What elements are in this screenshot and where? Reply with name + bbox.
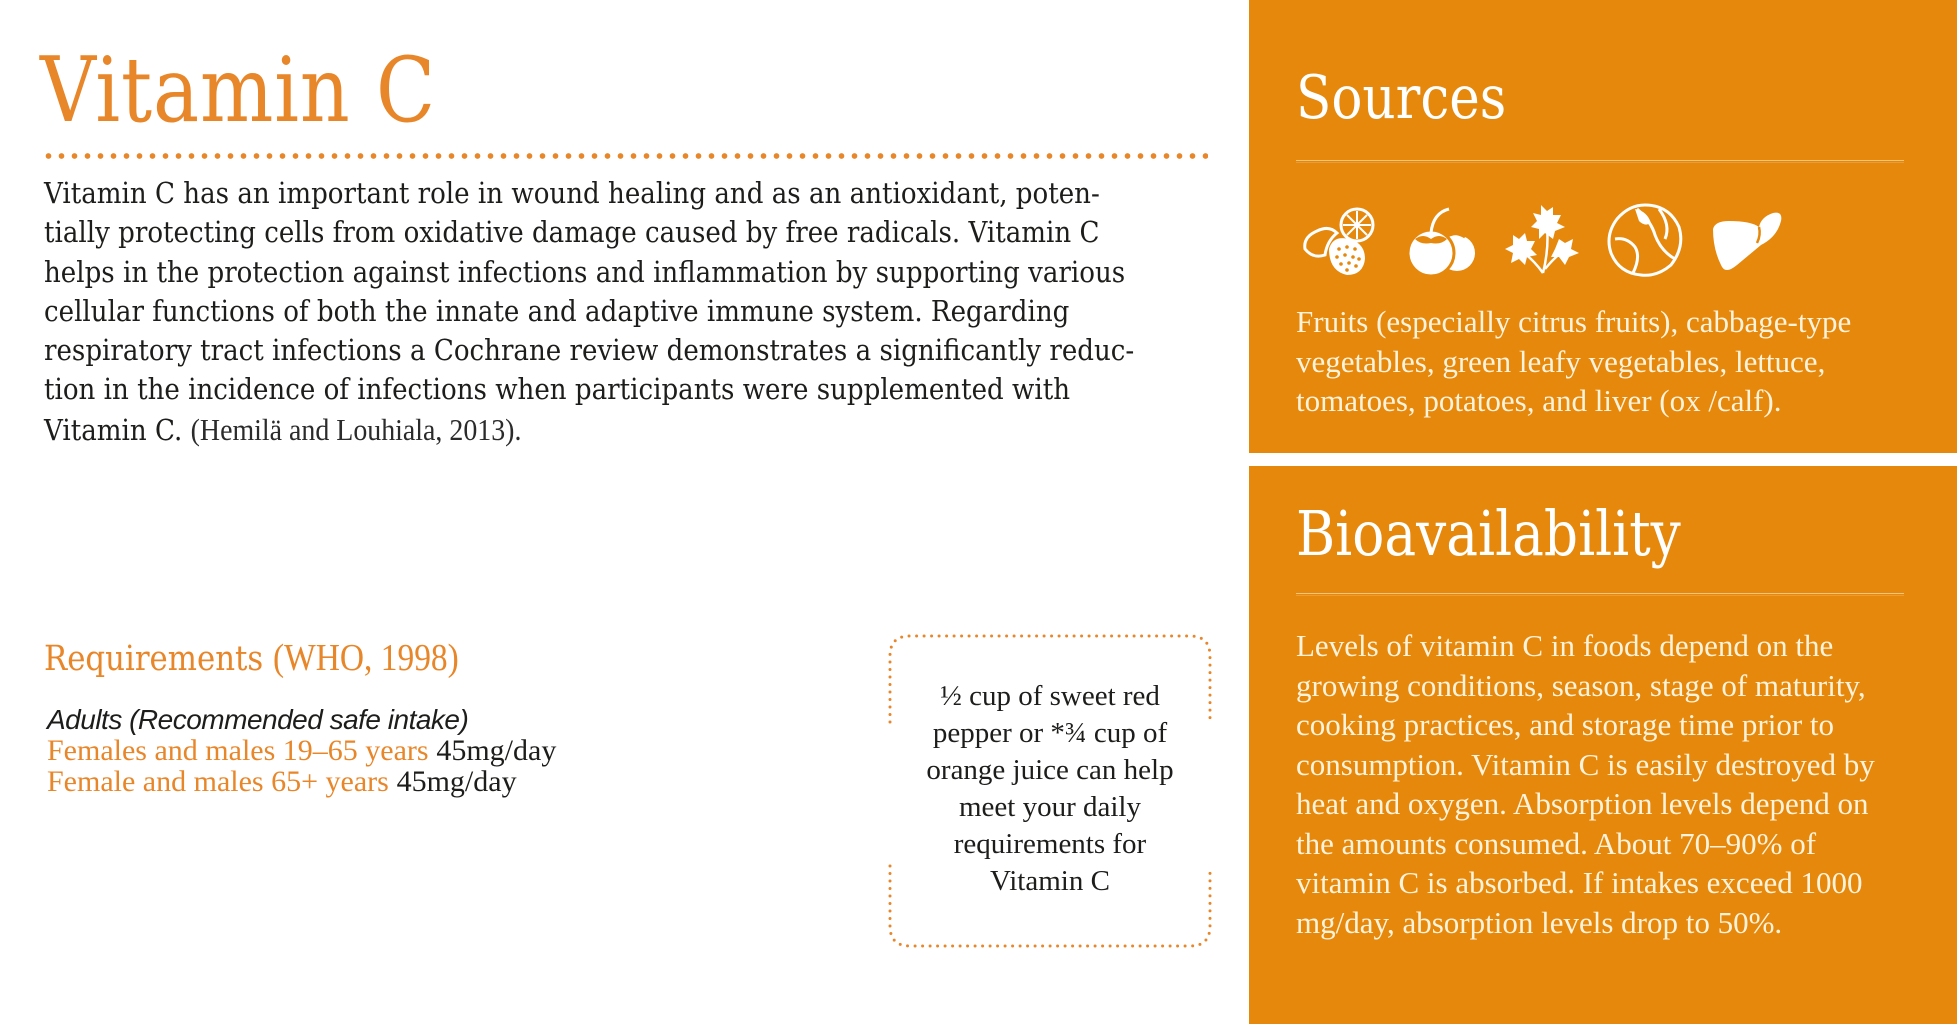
bioavailability-line: cooking practices, and storage time prior to [1296, 707, 1835, 742]
requirement-group: Female and males 65+ years [47, 765, 389, 798]
sources-divider [1296, 160, 1904, 161]
intro-last-line [44, 410, 1142, 450]
bioavailability-line: the amounts consumed. About 70–90% of [1296, 825, 1817, 861]
intro-line: tially protecting cells from oxidative damage caused by free radicals. Vitamin C [44, 215, 1100, 250]
sources-line: tomatoes, potatoes, and liver (ox /calf). [1296, 383, 1782, 418]
sources-line: vegetables, green leafy vegetables, lettuce, [1296, 343, 1826, 379]
sources-title: Sources [1296, 63, 1507, 133]
daily-tip-callout [888, 634, 1212, 948]
intro-line: Vitamin C. [44, 412, 183, 447]
requirements-subheading: Adults (Recommended safe intake) [47, 704, 469, 735]
bioavailability-line: growing conditions, season, stage of maturity, [1296, 667, 1866, 703]
intro-line: cellular functions of both the innate and adaptive immune system. Regarding [44, 293, 1070, 328]
callout-line: orange juice can help [926, 754, 1174, 786]
requirement-row [47, 766, 556, 797]
requirements-heading [44, 636, 459, 681]
requirements-source: (WHO, 1998) [273, 637, 459, 679]
sources-line: Fruits (especially citrus fruits), cabbage-type [1296, 304, 1852, 339]
citrus-fruits-icon [1299, 199, 1379, 279]
bioavailability-line: mg/day, absorption levels drop to 50%. [1296, 904, 1783, 940]
requirement-value: 45mg/day [436, 734, 557, 767]
title-dotted-divider [42, 152, 1208, 160]
cabbage-icon [1605, 199, 1685, 279]
callout-line: pepper or *¾ cup of [932, 717, 1168, 749]
requirements-list [47, 704, 556, 797]
callout-line: ½ cup of sweet red [940, 680, 1160, 712]
intro-citation: (Hemilä and Louhiala, 2013). [190, 411, 522, 447]
requirement-group: Females and males 19–65 years [47, 734, 429, 767]
sources-text [1296, 302, 1851, 421]
callout-line: Vitamin C [990, 865, 1110, 897]
bioavailability-line: heat and oxygen. Absorption levels depend on [1296, 786, 1869, 821]
liver-icon [1707, 199, 1787, 279]
requirement-row [47, 735, 556, 766]
bioavailability-panel [1249, 466, 1957, 1024]
intro-line: Vitamin C has an important role in wound healing and as an antioxidant, poten- [44, 176, 1100, 210]
bioavailability-title: Bioavailability [1296, 497, 1681, 570]
sources-icon-row [1299, 198, 1787, 280]
intro-line: tion in the incidence of infections when participants were supplemented with [44, 372, 1071, 407]
bioavailability-line: Levels of vitamin C in foods depend on the [1296, 628, 1834, 663]
bioavailability-line: consumption. Vitamin C is easily destroyed by [1296, 746, 1875, 782]
intro-paragraph [44, 174, 1142, 450]
callout-text [888, 678, 1212, 900]
bioavailability-divider [1296, 593, 1904, 594]
bioavailability-line: vitamin C is absorbed. If intakes exceed 1000 [1296, 865, 1863, 900]
intro-line: helps in the protection against infections and inflammation by supporting various [44, 254, 1126, 289]
intro-line: respiratory tract infections a Cochrane review demonstrates a significantly reduc- [44, 333, 1135, 368]
requirement-value: 45mg/day [396, 765, 517, 798]
callout-line: requirements for [953, 828, 1147, 860]
requirements-heading-label: Requirements [44, 639, 264, 679]
callout-line: meet your daily [958, 791, 1141, 823]
bioavailability-text [1296, 626, 1875, 942]
tomatoes-icon [1401, 199, 1481, 279]
leafy-greens-icon [1503, 199, 1583, 279]
page-title: Vitamin C [40, 38, 437, 143]
sources-panel [1249, 0, 1957, 453]
